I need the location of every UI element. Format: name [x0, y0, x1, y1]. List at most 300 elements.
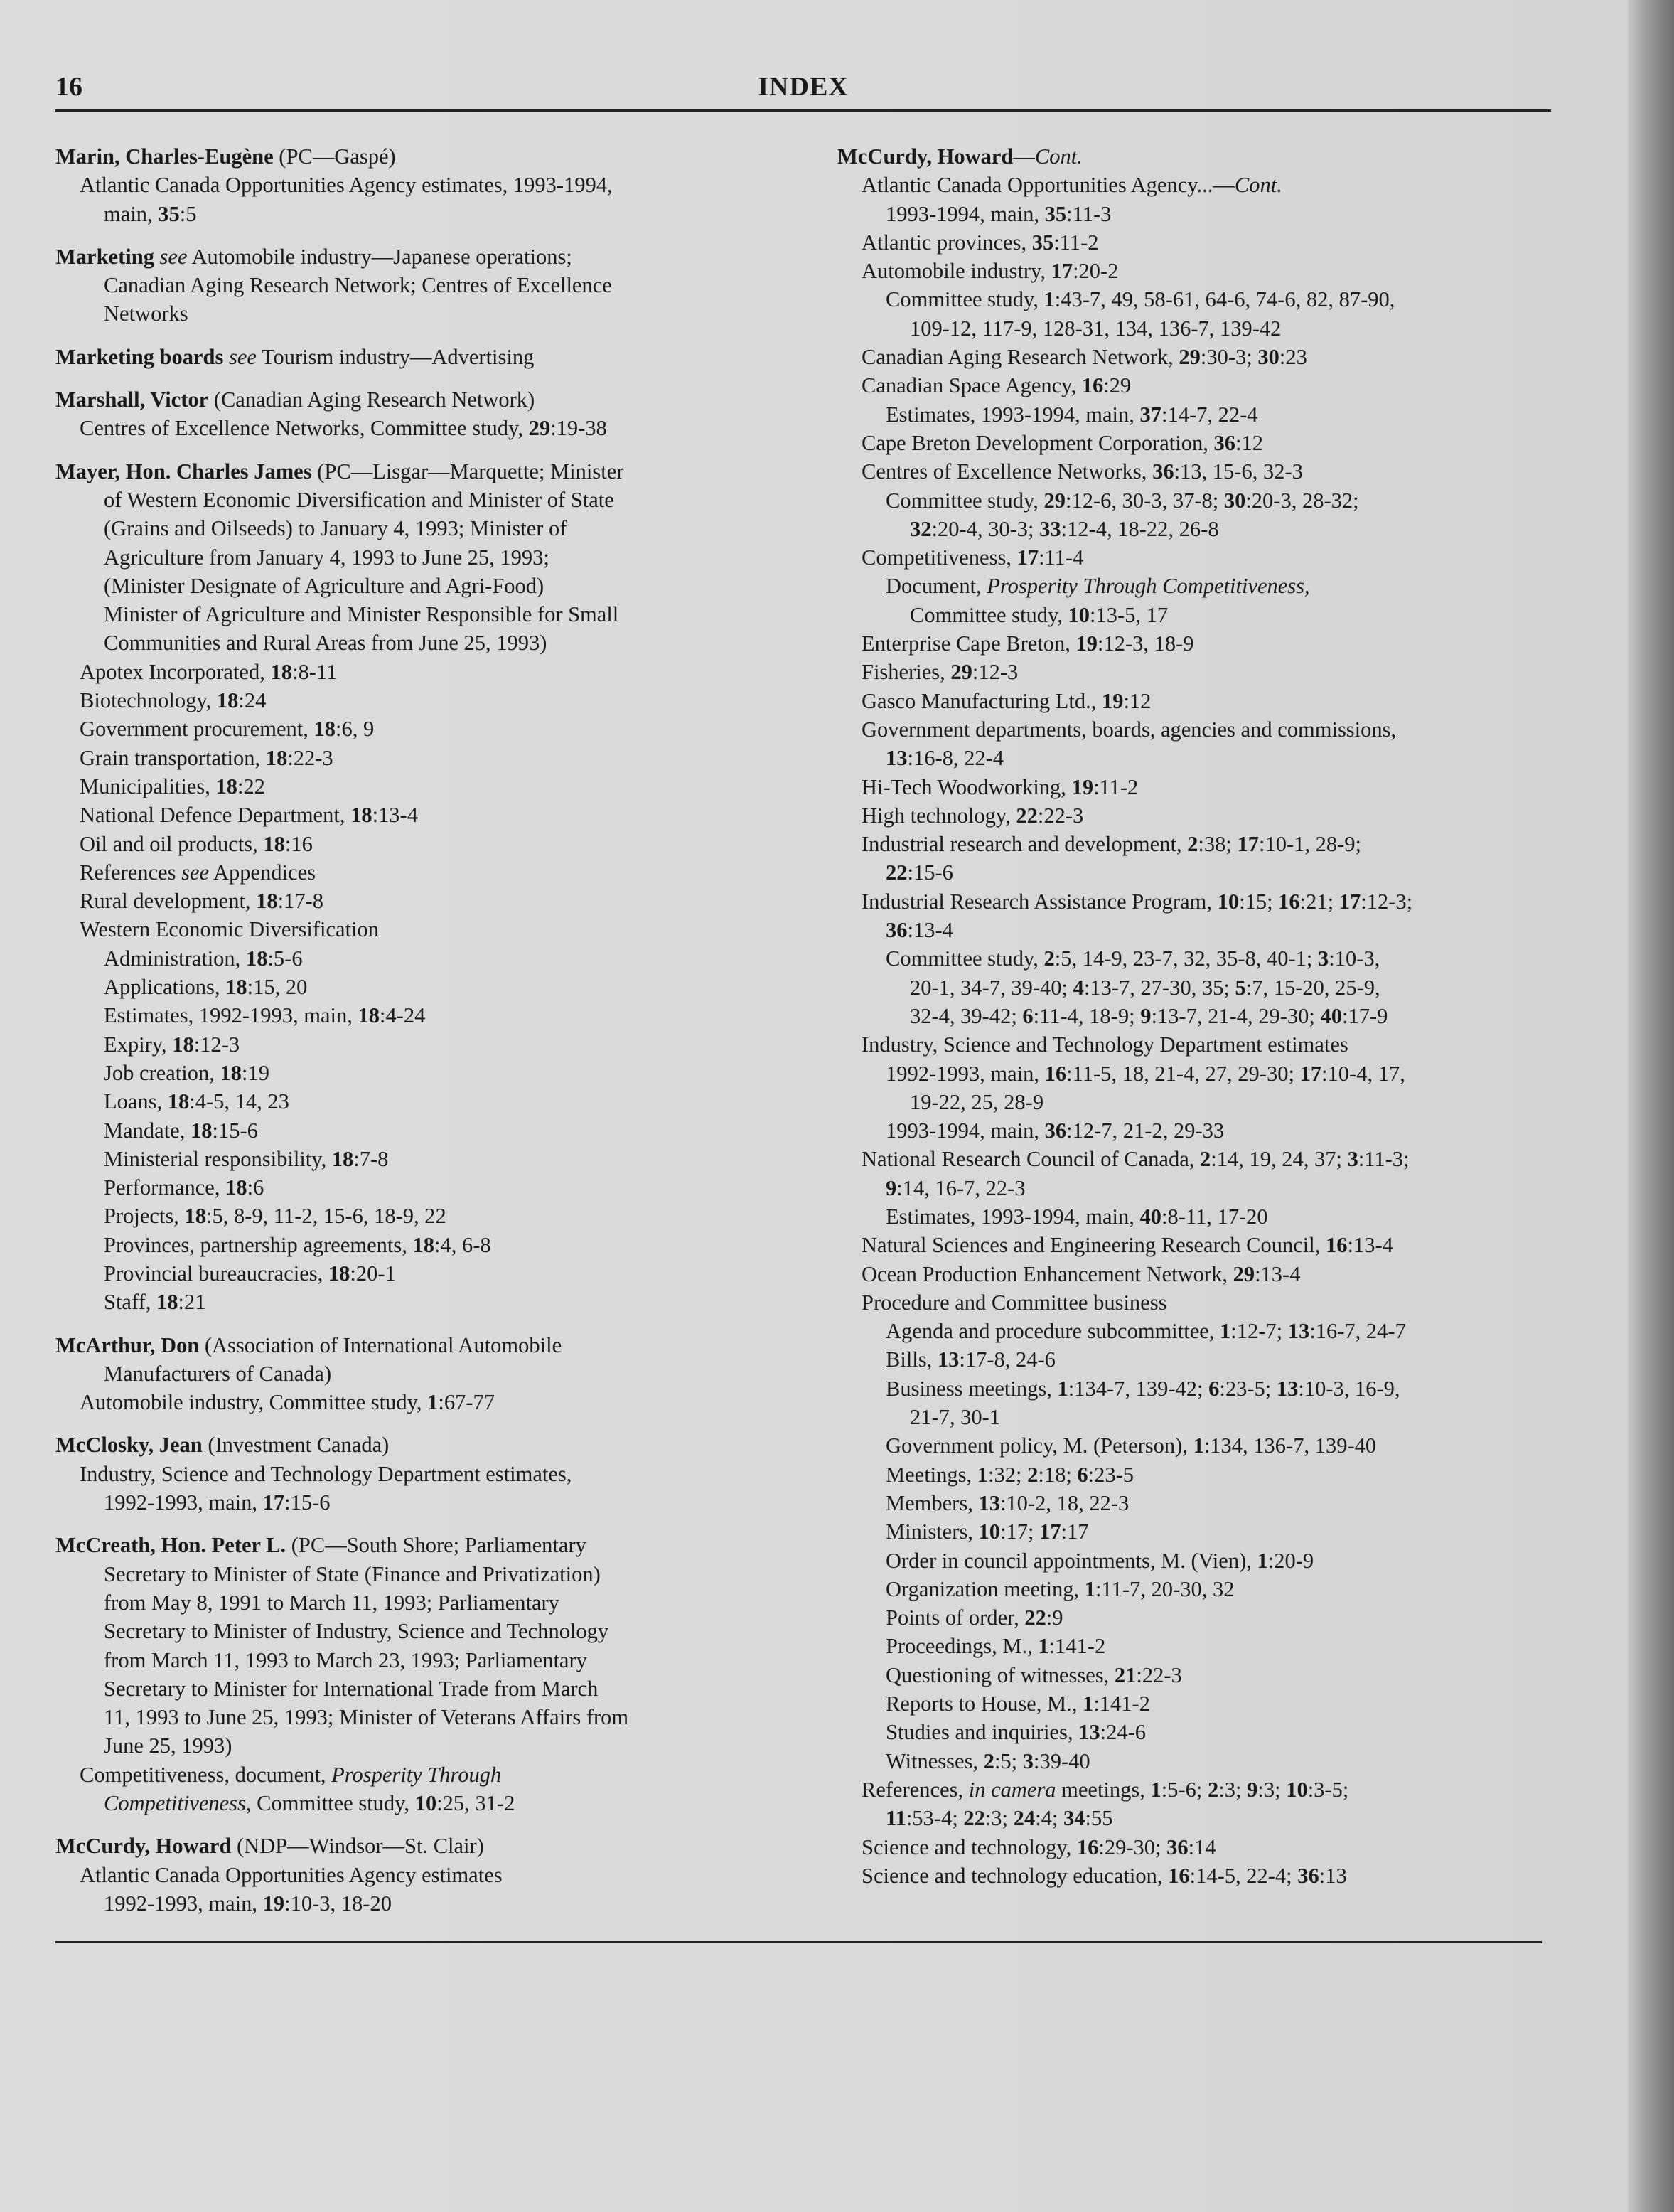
- text-run: Competitiveness, document,: [80, 1762, 332, 1787]
- index-subentry-line: [837, 1174, 1548, 1202]
- text-run: :15-6: [212, 1118, 258, 1143]
- index-subentry-line: [837, 457, 1548, 486]
- index-subentry-line: [837, 1489, 1548, 1517]
- index-subentry-line: [837, 1632, 1548, 1660]
- bold-text: 18: [215, 774, 237, 798]
- bold-text: 17: [1299, 1061, 1322, 1086]
- text-run: :19: [241, 1060, 269, 1085]
- text-run: :17-8: [277, 889, 324, 914]
- index-subentry-line: [55, 658, 788, 686]
- index-subentry-line: [837, 973, 1548, 1002]
- text-run: :134-7, 139-42;: [1068, 1376, 1209, 1401]
- bold-text: Marketing boards: [55, 344, 224, 369]
- text-run: (Grains and Oilseeds) to January 4, 1993; Minister of: [104, 516, 567, 541]
- index-subentry-line: [55, 414, 788, 442]
- index-subentry-line: [837, 1374, 1548, 1403]
- text-run: Manufacturers of Canada): [104, 1361, 332, 1386]
- text-run: Atlantic Canada Opportunities Agency estimates, 1993-1994,: [80, 173, 613, 198]
- text-run: Hi-Tech Woodworking,: [862, 774, 1072, 799]
- text-run: 20-1, 34-7, 39-40;: [910, 975, 1073, 1000]
- index-subentry-line: [55, 830, 788, 858]
- bold-text: 19: [1101, 688, 1124, 713]
- text-run: Secretary to Minister of State (Finance and Privatization): [104, 1561, 601, 1586]
- text-run: from May 8, 1991 to March 11, 1993; Parliamentary: [104, 1590, 559, 1615]
- text-run: :11-4: [1039, 545, 1084, 570]
- bold-text: 19: [262, 1891, 285, 1916]
- text-run: Committee study,: [886, 287, 1044, 312]
- text-run: :67-77: [438, 1390, 495, 1415]
- text-run: :12-7;: [1230, 1319, 1288, 1344]
- index-subentry-line: [55, 944, 788, 973]
- text-run: Questioning of witnesses,: [886, 1662, 1115, 1687]
- index-subentry-line: [837, 687, 1548, 715]
- bold-text: 18: [184, 1204, 207, 1229]
- text-run: :8-11: [291, 659, 338, 684]
- bold-text: 10: [1217, 889, 1240, 914]
- bold-text: 2: [1208, 1777, 1219, 1802]
- text-run: Witnesses,: [886, 1748, 984, 1773]
- bold-text: 6: [1077, 1462, 1088, 1487]
- page-header: [55, 68, 1551, 112]
- bold-text: 11: [886, 1806, 906, 1831]
- bold-text: 2: [983, 1748, 994, 1773]
- bold-text: 18: [263, 831, 285, 856]
- text-run: Secretary to Minister for International Trade from March: [104, 1676, 599, 1701]
- text-run: Committee study,: [910, 602, 1068, 627]
- text-run: meetings,: [1056, 1777, 1151, 1802]
- bold-text: 30: [1257, 345, 1279, 370]
- index-heading-line: [55, 1832, 788, 1860]
- text-run: :10-2, 18, 22-3: [999, 1490, 1130, 1515]
- index-subentry-line: [55, 1588, 788, 1617]
- text-run: References: [80, 860, 182, 885]
- text-run: Canadian Space Agency,: [862, 373, 1082, 398]
- text-run: :13: [1319, 1863, 1347, 1888]
- text-run: Ministerial responsibility,: [104, 1146, 332, 1171]
- text-run: :22-3: [1136, 1662, 1182, 1687]
- text-run: Loans,: [104, 1089, 168, 1114]
- text-run: :21;: [1299, 889, 1339, 914]
- index-subentry-line: [837, 1231, 1548, 1259]
- text-run: :141-2: [1093, 1692, 1150, 1716]
- text-run: Industrial research and development,: [862, 832, 1188, 857]
- text-run: :12: [1235, 430, 1263, 455]
- text-run: Performance,: [104, 1175, 226, 1200]
- index-subentry-line: [55, 1231, 788, 1259]
- text-run: Agriculture from January 4, 1993 to June 25, 1993;: [104, 545, 549, 570]
- entry-spacer: [55, 1416, 788, 1431]
- page-number: 16: [55, 72, 82, 102]
- index-subentry-line: [55, 629, 788, 657]
- bold-text: 32: [910, 516, 932, 541]
- text-run: :18;: [1038, 1462, 1078, 1487]
- text-run: Applications,: [104, 975, 226, 1000]
- text-run: :10-3,: [1329, 946, 1380, 971]
- index-subentry-line: [837, 1002, 1548, 1030]
- text-run: :12: [1123, 688, 1152, 713]
- bold-text: Marshall, Victor: [55, 388, 209, 412]
- bold-text: Marin, Charles-Eugène: [55, 144, 274, 169]
- index-subentry-line: [837, 830, 1548, 858]
- index-subentry-line: [837, 1202, 1548, 1231]
- text-run: :7, 15-20, 25-9,: [1245, 975, 1380, 1000]
- bold-text: 36: [886, 918, 908, 943]
- text-run: :14-5, 22-4;: [1189, 1863, 1298, 1888]
- bold-text: 29: [1179, 345, 1201, 370]
- text-run: :20-2: [1073, 259, 1119, 284]
- bold-text: 1: [1057, 1376, 1068, 1401]
- bold-text: 18: [156, 1290, 178, 1315]
- text-run: Appendices: [209, 860, 316, 885]
- bold-text: 13: [1276, 1376, 1299, 1401]
- index-subentry-line: [55, 1145, 788, 1173]
- bold-text: 18: [328, 1261, 350, 1286]
- text-run: Ocean Production Enhancement Network,: [862, 1261, 1233, 1286]
- text-run: Industry, Science and Technology Department estimates,: [80, 1461, 572, 1486]
- text-run: :4-5, 14, 23: [189, 1089, 289, 1114]
- text-run: :15, 20: [247, 975, 308, 1000]
- index-subentry-line: [837, 744, 1548, 772]
- bold-text: 18: [216, 688, 239, 713]
- index-subentry-line: [837, 257, 1548, 285]
- text-run: :17;: [999, 1519, 1040, 1544]
- text-run: :3;: [1218, 1777, 1248, 1802]
- index-subentry-line: [837, 1260, 1548, 1288]
- text-run: main,: [104, 201, 159, 226]
- index-subentry-line: [55, 1460, 788, 1488]
- text-run: :7-8: [353, 1146, 389, 1171]
- text-run: Canadian Aging Research Network,: [862, 345, 1179, 370]
- text-run: Business meetings,: [886, 1376, 1058, 1401]
- bold-text: 13: [1287, 1319, 1310, 1344]
- text-run: :5, 8-9, 11-2, 15-6, 18-9, 22: [206, 1204, 446, 1229]
- text-run: (PC—South Shore; Parliamentary: [286, 1533, 586, 1558]
- text-run: Science and technology education,: [862, 1863, 1169, 1888]
- bold-text: 29: [1043, 488, 1066, 513]
- text-run: Organization meeting,: [886, 1576, 1085, 1601]
- text-run: :11-3: [1066, 201, 1112, 226]
- text-run: :12-6, 30-3, 37-8;: [1066, 488, 1224, 513]
- index-subentry-line: [837, 1833, 1548, 1861]
- bold-text: 6: [1208, 1376, 1220, 1401]
- bold-text: 37: [1139, 402, 1161, 427]
- bold-text: 2: [1187, 832, 1198, 857]
- text-run: :12-3;: [1361, 889, 1413, 914]
- text-run: :22-3: [287, 745, 333, 770]
- index-subentry-line: [55, 200, 788, 228]
- index-subentry-line: [837, 200, 1548, 228]
- text-run: (PC—Lisgar—Marquette; Minister: [311, 459, 624, 483]
- index-subentry-line: [837, 400, 1548, 429]
- text-run: Estimates, 1993-1994, main,: [886, 1204, 1140, 1229]
- index-subentry-line: [55, 801, 788, 829]
- bold-text: 22: [963, 1806, 985, 1831]
- index-subentry-line: [55, 600, 788, 629]
- text-run: :17-9: [1341, 1003, 1388, 1028]
- text-run: :13-7, 27-30, 35;: [1083, 975, 1235, 1000]
- text-run: :43-7, 49, 58-61, 64-6, 74-6, 82, 87-90,: [1054, 287, 1395, 312]
- index-column-left: [55, 142, 788, 1918]
- index-subentry-line: [55, 271, 788, 299]
- text-run: 1992-1993, main,: [104, 1891, 263, 1916]
- text-run: :11-2: [1093, 774, 1139, 799]
- bold-text: 17: [1039, 1519, 1061, 1544]
- text-run: :13-4: [907, 918, 953, 943]
- text-run: Mandate,: [104, 1118, 191, 1143]
- text-run: :14-7, 22-4: [1161, 402, 1258, 427]
- text-run: Automobile industry,: [862, 259, 1051, 284]
- index-subentry-line: [837, 572, 1548, 600]
- index-subentry-line: [55, 1646, 788, 1674]
- index-heading-line: [55, 343, 788, 371]
- bold-text: 19: [1075, 631, 1098, 656]
- running-head-title: INDEX: [758, 72, 849, 102]
- bold-text: 9: [1247, 1777, 1258, 1802]
- text-run: :5;: [994, 1748, 1023, 1773]
- text-run: Expiry,: [104, 1032, 173, 1057]
- index-subentry-line: [837, 314, 1548, 343]
- bold-text: 1: [1257, 1548, 1268, 1573]
- index-subentry-line: [837, 916, 1548, 944]
- text-run: :11-5, 18, 21-4, 27, 29-30;: [1066, 1061, 1300, 1086]
- entry-spacer: [55, 228, 788, 242]
- index-subentry-line: [55, 973, 788, 1001]
- index-subentry-line: [55, 1030, 788, 1059]
- index-subentry-line: [837, 1030, 1548, 1059]
- text-run: :3-5;: [1307, 1777, 1349, 1802]
- bold-text: 18: [245, 946, 268, 971]
- index-subentry-line: [837, 1317, 1548, 1345]
- text-run: :32;: [988, 1462, 1028, 1487]
- index-subentry-line: [55, 1116, 788, 1145]
- entry-spacer: [55, 443, 788, 457]
- text-run: Science and technology,: [862, 1834, 1077, 1859]
- text-run: Reports to House, M.,: [886, 1692, 1083, 1716]
- text-run: References,: [862, 1777, 969, 1802]
- book-gutter-shadow: [1628, 0, 1674, 2212]
- bold-text: 18: [225, 975, 247, 1000]
- index-subentry-line: [837, 715, 1548, 744]
- text-run: :20-1: [350, 1261, 396, 1286]
- text-run: Atlantic Canada Opportunities Agency...—: [862, 173, 1235, 198]
- text-run: Meetings,: [886, 1462, 977, 1487]
- index-subentry-line: [55, 915, 788, 944]
- text-run: :20-4, 30-3;: [931, 516, 1040, 541]
- text-run: :25, 31-2: [436, 1791, 515, 1816]
- bold-text: 10: [1286, 1777, 1308, 1802]
- text-run: :13-4: [372, 803, 418, 828]
- italic-text: Cont.: [1034, 144, 1083, 169]
- text-run: Industry, Science and Technology Department estimates: [862, 1032, 1348, 1057]
- text-run: 1993-1994, main,: [886, 201, 1045, 226]
- text-run: :17-8, 24-6: [959, 1347, 1056, 1372]
- index-subentry-line: [837, 1431, 1548, 1460]
- index-subentry-line: [55, 715, 788, 743]
- bold-text: Marketing: [55, 244, 154, 269]
- bold-text: 13: [1078, 1720, 1100, 1745]
- index-subentry-line: [55, 772, 788, 801]
- bold-text: 36: [1166, 1834, 1189, 1859]
- text-run: :6, 9: [335, 717, 375, 742]
- bold-text: 18: [358, 1003, 380, 1028]
- text-run: :10-1, 28-9;: [1259, 832, 1362, 857]
- index-subentry-line: [837, 1145, 1548, 1173]
- bold-text: 36: [1152, 459, 1174, 484]
- text-run: Enterprise Cape Breton,: [862, 631, 1076, 656]
- bold-text: 17: [1237, 832, 1259, 857]
- bold-text: 3: [1022, 1748, 1034, 1773]
- index-subentry-line: [55, 1202, 788, 1230]
- index-subentry-line: [837, 944, 1548, 973]
- index-subentry-line: [837, 285, 1548, 314]
- text-run: :29-30;: [1098, 1834, 1167, 1859]
- index-subentry-line: [55, 299, 788, 328]
- index-subentry-line: [837, 1288, 1548, 1317]
- bold-text: 16: [1076, 1834, 1099, 1859]
- text-run: :12-3: [193, 1032, 240, 1057]
- index-subentry-line: [55, 1288, 788, 1316]
- bold-text: 18: [270, 659, 292, 684]
- text-run: :3;: [1257, 1777, 1287, 1802]
- text-run: Cape Breton Development Corporation,: [862, 430, 1214, 455]
- index-subentry-line: [55, 1388, 788, 1416]
- text-run: :5-6: [267, 946, 303, 971]
- text-run: Provincial bureaucracies,: [104, 1261, 328, 1286]
- italic-text: see: [181, 860, 210, 885]
- text-run: :22-3: [1037, 803, 1084, 828]
- bold-text: 24: [1013, 1806, 1036, 1831]
- bold-text: 22: [886, 860, 908, 885]
- index-subentry-line: [837, 429, 1548, 457]
- text-run: Government procurement,: [80, 717, 314, 742]
- index-subentry-line: [55, 887, 788, 915]
- index-subentry-line: [837, 629, 1548, 658]
- bold-text: 18: [265, 745, 288, 770]
- text-run: :15-6: [907, 860, 953, 885]
- text-run: :13-7, 21-4, 29-30;: [1151, 1003, 1321, 1028]
- text-run: :13, 15-6, 32-3: [1174, 459, 1303, 484]
- index-heading-line: [55, 242, 788, 271]
- bold-text: 16: [1168, 1863, 1190, 1888]
- italic-text: see: [229, 344, 257, 369]
- text-run: Studies and inquiries,: [886, 1720, 1079, 1745]
- index-subentry-line: [837, 858, 1548, 887]
- text-run: :12-3, 18-9: [1098, 631, 1194, 656]
- index-subentry-line: [837, 1603, 1548, 1632]
- text-run: of Western Economic Diversification and Minister of State: [104, 487, 614, 512]
- bold-text: 19: [1071, 774, 1094, 799]
- bold-text: 6: [1022, 1003, 1034, 1028]
- text-run: :24-6: [1100, 1720, 1146, 1745]
- bold-text: 3: [1347, 1147, 1358, 1172]
- index-subentry-line: [837, 1661, 1548, 1689]
- text-run: :141-2: [1048, 1634, 1106, 1659]
- index-subentry-line: [55, 1617, 788, 1645]
- bold-text: 21: [1114, 1662, 1137, 1687]
- index-heading-line: [55, 1531, 788, 1559]
- text-run: Committee study,: [886, 946, 1044, 971]
- bold-text: 13: [978, 1490, 1000, 1515]
- bold-text: 1: [1193, 1433, 1204, 1458]
- index-subentry-line: [837, 1116, 1548, 1145]
- text-run: from March 11, 1993 to March 23, 1993; Parliamentary: [104, 1647, 587, 1672]
- bold-text: 2: [1043, 946, 1055, 971]
- index-subentry-line: [837, 1546, 1548, 1575]
- index-subentry-line: [55, 1059, 788, 1087]
- text-run: :17: [1061, 1519, 1089, 1544]
- text-run: :21: [178, 1290, 206, 1315]
- text-run: :20-3, 28-32;: [1245, 488, 1359, 513]
- index-subentry-line: [837, 1575, 1548, 1603]
- index-subentry-line: [55, 171, 788, 199]
- index-subentry-line: [55, 1760, 788, 1789]
- italic-text: Competitiveness: [104, 1791, 246, 1816]
- index-subentry-line: [55, 1889, 788, 1918]
- bold-text: 18: [350, 803, 372, 828]
- bold-text: 36: [1213, 430, 1236, 455]
- text-run: (Association of International Automobile: [199, 1332, 562, 1357]
- text-run: :5, 14-9, 23-7, 32, 35-8, 40-1;: [1054, 946, 1318, 971]
- text-run: Committee study,: [886, 488, 1044, 513]
- text-run: :11-4, 18-9;: [1033, 1003, 1141, 1028]
- bold-text: 29: [528, 416, 551, 441]
- text-run: :4-24: [379, 1003, 426, 1028]
- index-subentry-line: [55, 858, 788, 887]
- text-run: :10-4, 17,: [1321, 1061, 1405, 1086]
- text-run: Administration,: [104, 946, 246, 971]
- index-subentry-line: [837, 773, 1548, 801]
- text-run: Proceedings, M.,: [886, 1634, 1039, 1659]
- text-run: Centres of Excellence Networks,: [862, 459, 1153, 484]
- text-run: Members,: [886, 1490, 979, 1515]
- index-subentry-line: [55, 1259, 788, 1288]
- text-run: Communities and Rural Areas from June 25, 1993): [104, 631, 547, 656]
- bold-text: 17: [1338, 889, 1361, 914]
- text-run: Document,: [886, 574, 987, 599]
- index-subentry-line: [55, 1488, 788, 1517]
- bold-text: 36: [1297, 1863, 1319, 1888]
- text-run: Secretary to Minister of Industry, Science and Technology: [104, 1619, 609, 1644]
- bold-text: McArthur, Don: [55, 1332, 200, 1357]
- text-run: :10-3, 16-9,: [1298, 1376, 1400, 1401]
- entry-spacer: [55, 371, 788, 385]
- bold-text: 17: [262, 1490, 285, 1515]
- text-run: :14: [1188, 1834, 1216, 1859]
- text-run: Procedure and Committee business: [862, 1290, 1167, 1315]
- bold-text: 18: [313, 717, 336, 742]
- bold-text: 18: [190, 1118, 213, 1143]
- text-run: :11-7, 20-30, 32: [1095, 1576, 1235, 1601]
- index-subentry-line: [837, 1517, 1548, 1546]
- text-run: :6: [247, 1175, 264, 1200]
- text-run: :10-3, 18-20: [284, 1891, 392, 1916]
- text-run: [223, 345, 229, 369]
- text-run: :20-9: [1267, 1548, 1314, 1573]
- text-run: Natural Sciences and Engineering Research Council,: [862, 1233, 1326, 1258]
- text-run: :16-8, 22-4: [907, 746, 1004, 771]
- text-run: (Investment Canada): [202, 1433, 390, 1458]
- text-run: Estimates, 1992-1993, main,: [104, 1003, 358, 1028]
- text-run: :14, 19, 24, 37;: [1211, 1147, 1348, 1172]
- bold-text: 1: [1038, 1634, 1049, 1659]
- bold-text: 1: [1043, 287, 1055, 312]
- index-subentry-line: [837, 343, 1548, 371]
- bold-text: 18: [225, 1175, 247, 1200]
- italic-text: Prosperity Through Competitiveness,: [987, 574, 1310, 599]
- text-run: Western Economic Diversification: [80, 917, 380, 942]
- bold-text: McCreath, Hon. Peter L.: [55, 1533, 286, 1558]
- text-run: June 25, 1993): [104, 1733, 232, 1758]
